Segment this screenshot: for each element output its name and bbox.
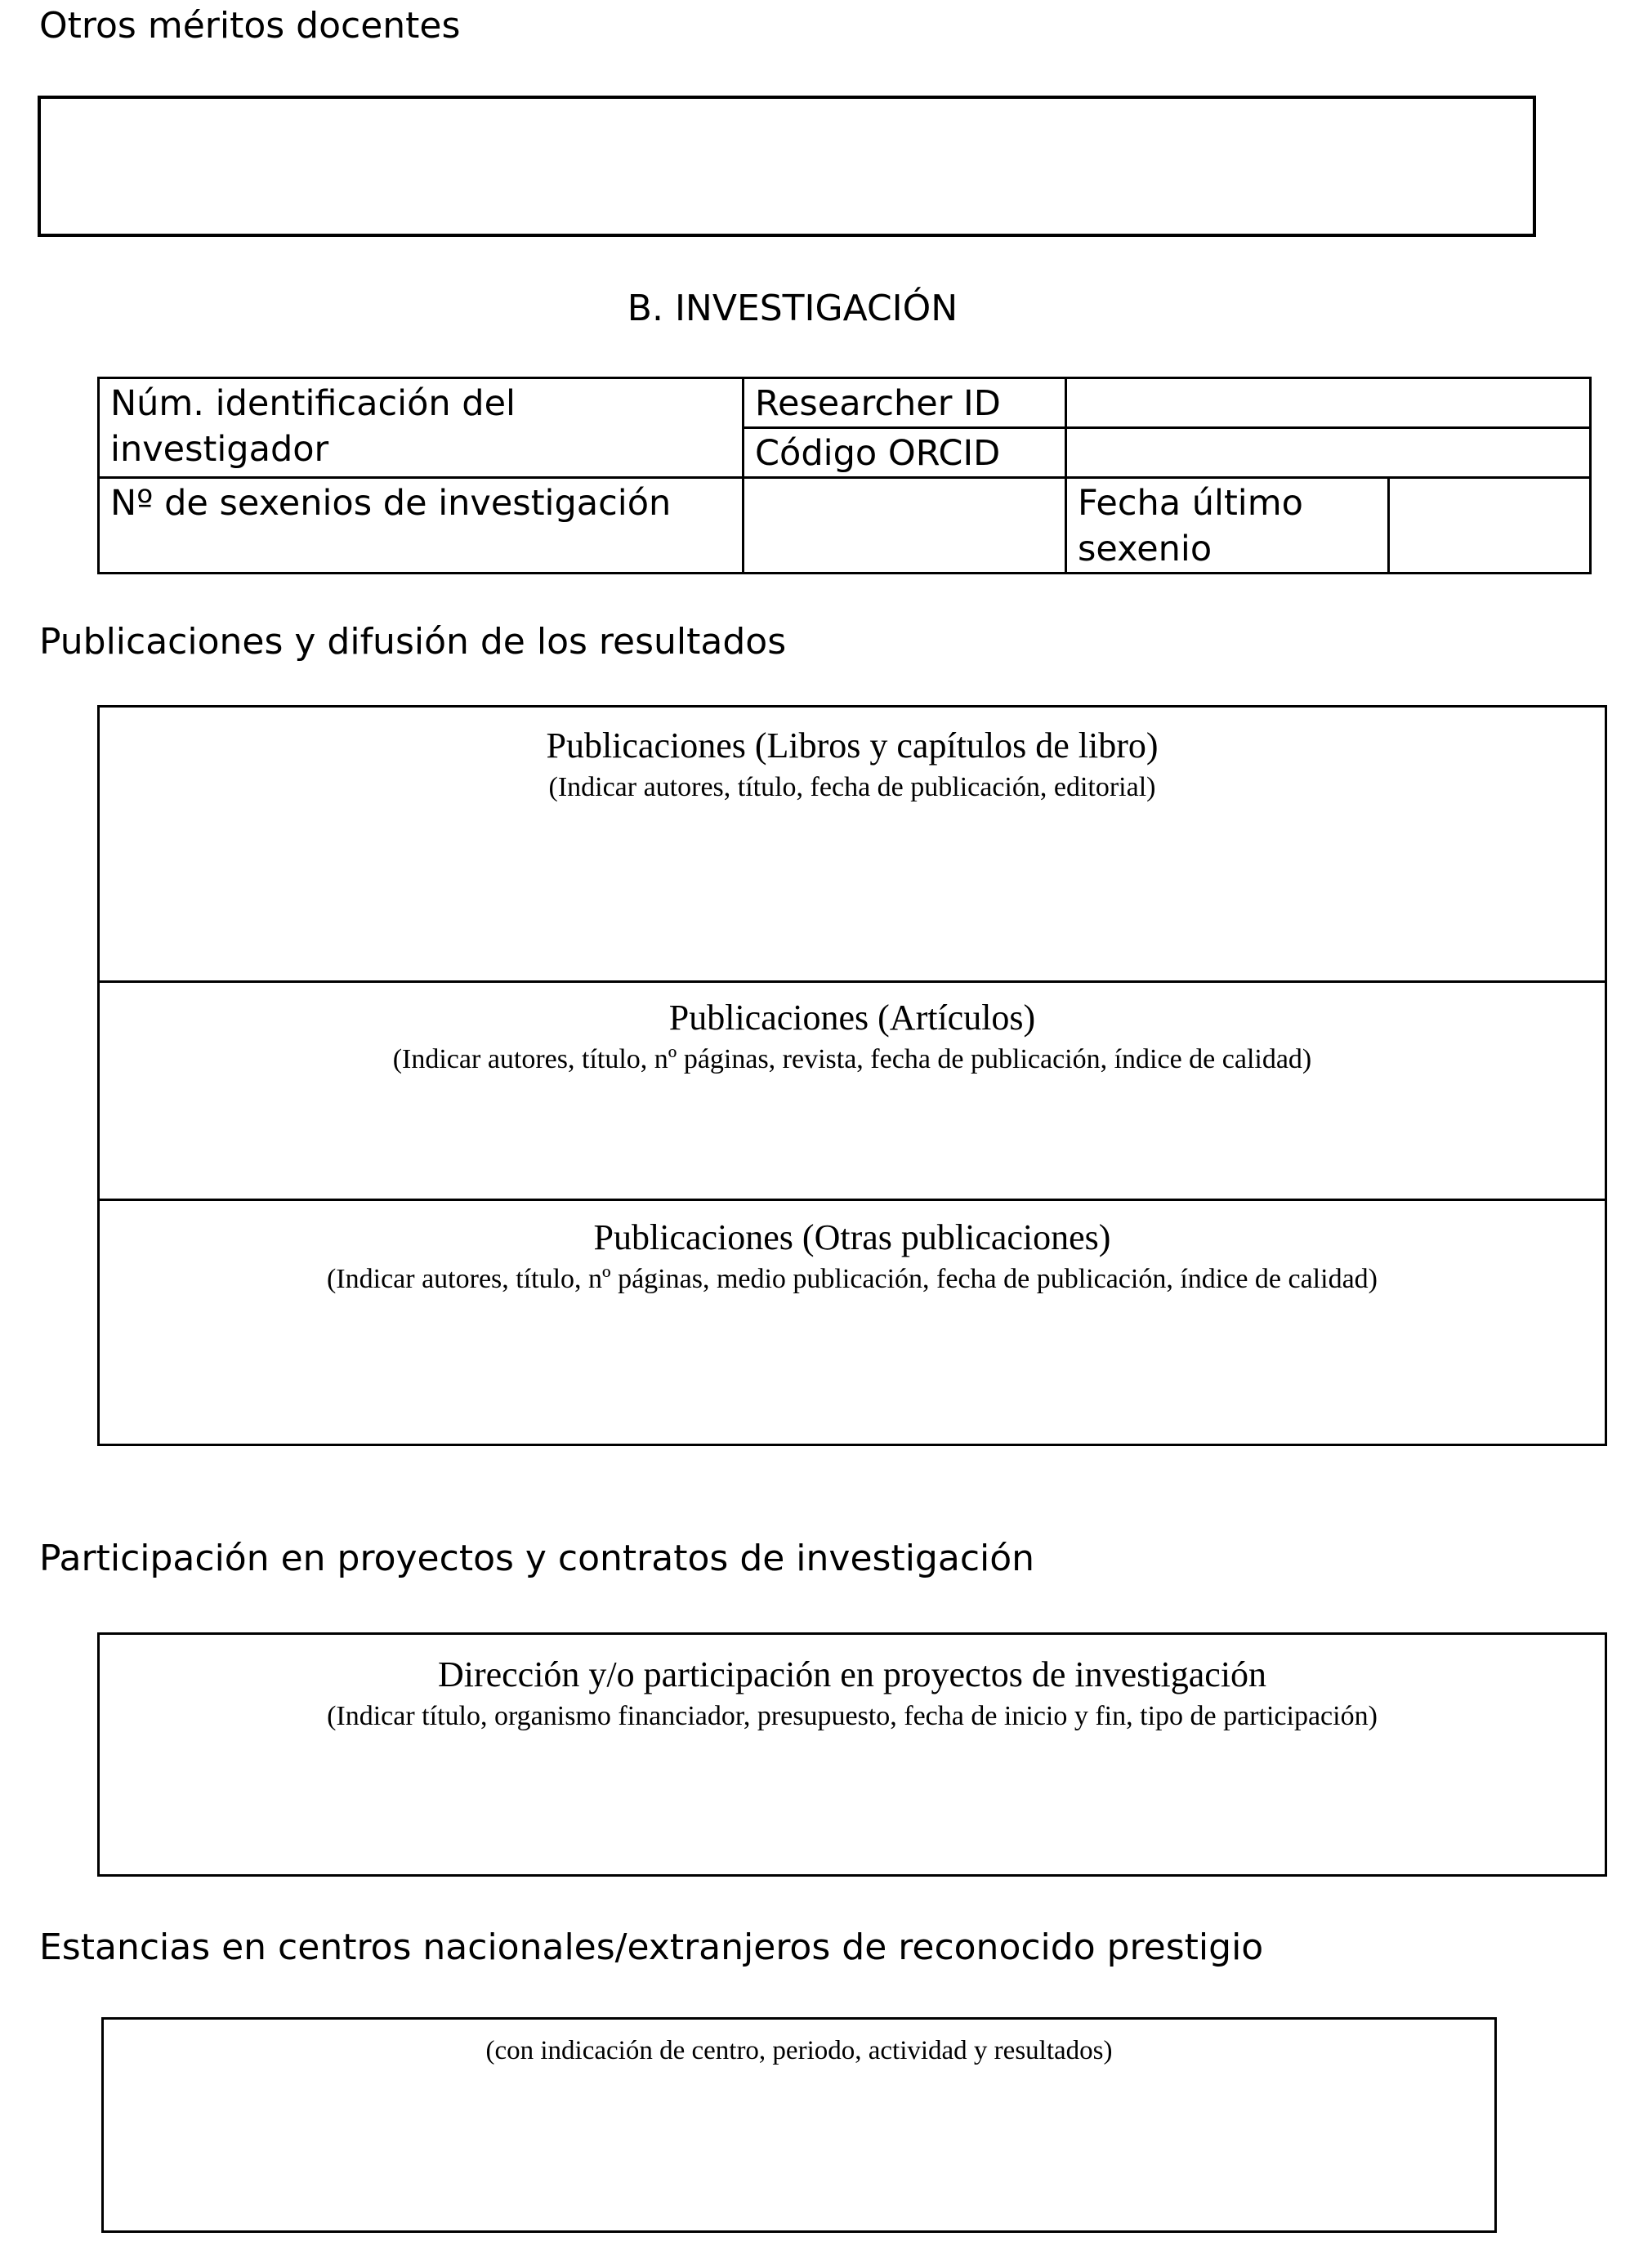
other-merits-heading: Otros méritos docentes — [39, 5, 461, 47]
stays-content[interactable] — [104, 2069, 1494, 2216]
publications-heading: Publicaciones y difusión de los resultados — [39, 621, 787, 663]
sexenios-value-cell[interactable] — [744, 478, 1066, 574]
publications-other-subtitle: (Indicar autores, título, nº páginas, medio publicación, fecha de publicación, índice de calidad) — [326, 1264, 1378, 1294]
publications-other-section — [100, 1199, 1605, 1441]
other-merits-content[interactable] — [41, 99, 1533, 234]
publications-books-subtitle: (Indicar autores, título, fecha de publicación, editorial) — [548, 772, 1156, 802]
fecha-sexenio-value-cell[interactable] — [1389, 478, 1591, 574]
sexenios-label-cell: Nº de sexenios de investigación — [99, 478, 744, 574]
projects-box-title: Dirección y/o participación en proyectos de investigación — [437, 1654, 1267, 1694]
publications-articles-content[interactable] — [100, 1078, 1605, 1184]
projects-box — [97, 1632, 1607, 1877]
researcher-id-table — [97, 377, 1592, 574]
publications-books-section — [100, 708, 1605, 980]
projects-heading: Participación en proyectos y contratos de investigación — [39, 1538, 1035, 1579]
publications-articles-title: Publicaciones (Artículos) — [668, 998, 1036, 1038]
stays-section — [104, 2020, 1494, 2230]
publications-books-content[interactable] — [100, 806, 1605, 961]
researcher-number-label-cell: Núm. identificación del investigador — [99, 378, 744, 478]
projects-box-subtitle: (Indicar título, organismo financiador, presupuesto, fecha de inicio y fin, tipo de participación) — [327, 1701, 1378, 1731]
orcid-value-cell[interactable] — [1066, 428, 1591, 478]
publications-books-title: Publicaciones (Libros y capítulos de libro) — [546, 725, 1159, 766]
researcher-id-label-cell: Researcher ID — [744, 378, 1066, 428]
other-merits-input-box[interactable] — [38, 96, 1536, 237]
publications-box — [97, 705, 1607, 1446]
fecha-sexenio-label-cell: Fecha último sexenio — [1066, 478, 1389, 574]
publications-articles-subtitle: (Indicar autores, título, nº páginas, revista, fecha de publicación, índice de calidad) — [392, 1044, 1312, 1074]
projects-section — [100, 1635, 1605, 1874]
publications-other-title: Publicaciones (Otras publicaciones) — [593, 1217, 1111, 1257]
publications-other-content[interactable] — [100, 1297, 1605, 1428]
publications-articles-section — [100, 980, 1605, 1199]
stays-box-subtitle: (con indicación de centro, periodo, actividad y resultados) — [485, 2036, 1113, 2065]
researcher-id-value-cell[interactable] — [1066, 378, 1591, 428]
stays-box — [101, 2017, 1497, 2233]
orcid-label-cell: Código ORCID — [744, 428, 1066, 478]
projects-content[interactable] — [100, 1734, 1605, 1857]
section-b-heading: B. INVESTIGACIÓN — [627, 288, 958, 329]
stays-heading: Estancias en centros nacionales/extranjeros de reconocido prestigio — [39, 1926, 1264, 1968]
